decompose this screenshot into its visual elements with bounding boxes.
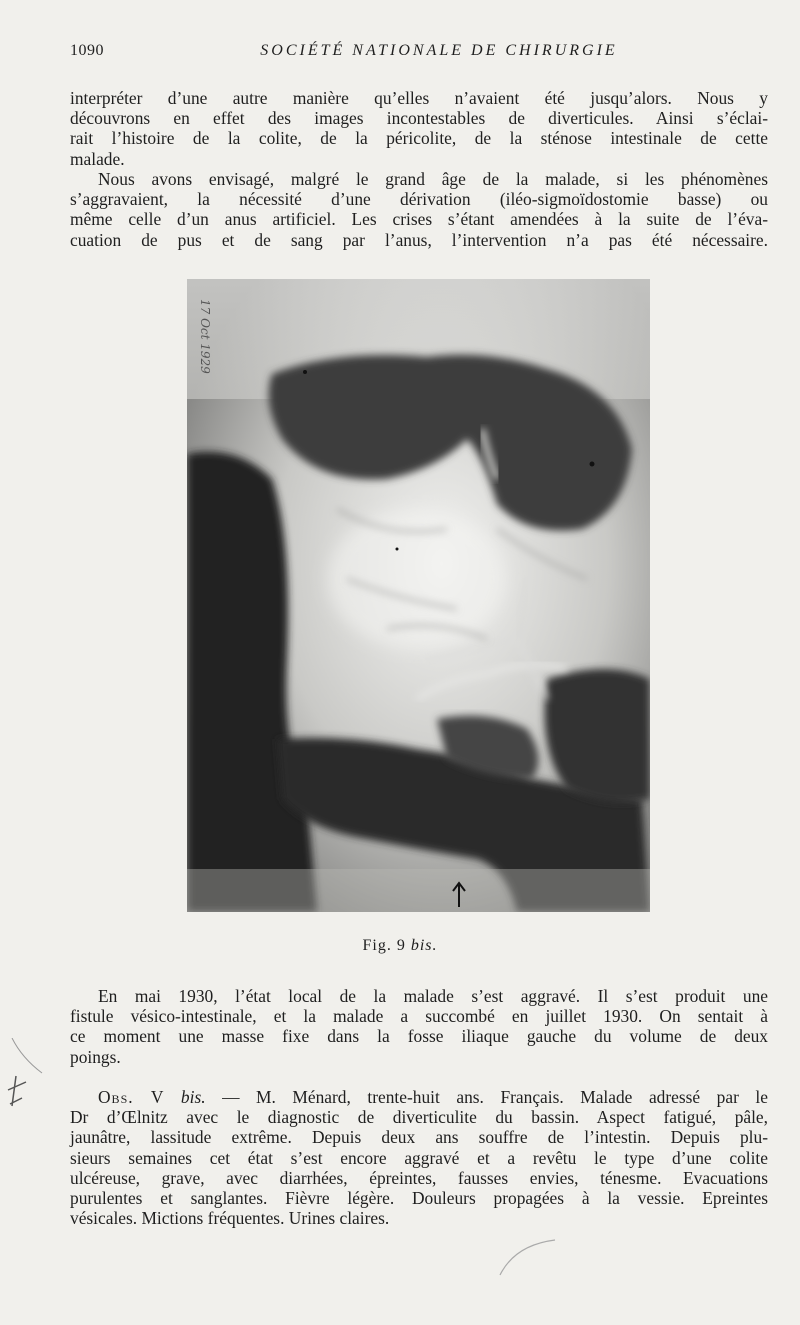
xray-figure — [187, 279, 650, 912]
caption-suffix: bis. — [410, 937, 438, 954]
text-line: ulcéreuse, grave, avec diarrhées, épreintes, fausses envies, ténesme. Evacuations — [70, 1167, 768, 1188]
text-line: même celle d’un anus artificiel. Les crises s’étant amendées à la suite de l’éva- — [70, 209, 768, 230]
observation-line-rest: — M. Ménard, trente-huit ans. Français. Malade adressé par le — [205, 1087, 768, 1107]
caption-prefix: Fig. 9 — [362, 937, 406, 954]
text-line: fistule vésico-intestinale, et la malade a succombé en juillet 1930. On sentait à — [70, 1006, 768, 1027]
text-line: ce moment une masse fixe dans la fosse iliaque gauche du volume de deux — [70, 1026, 768, 1047]
paragraph-3 — [70, 986, 768, 1067]
text-line: rait l’histoire de la colite, de la péricolite, de la sténose intestinale de cette — [70, 128, 768, 149]
observation-label: Obs. V — [98, 1087, 165, 1107]
text-line: poings. — [70, 1046, 121, 1067]
handwritten-date: 17 Oct 1929 — [198, 299, 212, 374]
text-line: sieurs semaines cet état s’est encore aggravé et a revêtu le type d’une colite — [70, 1147, 768, 1168]
text-line: Dr d’Œlnitz avec le diagnostic de diverticulite du bassin. Aspect fatigué, pâle, — [70, 1107, 768, 1128]
text-line: malade. — [70, 148, 125, 169]
text-line: jaunâtre, lassitude extrême. Depuis deux ans souffre de l’intestin. Depuis plu- — [70, 1127, 768, 1148]
figure-caption — [0, 937, 800, 955]
paragraph-1 — [70, 88, 768, 169]
text-line: s’aggravaient, la nécessité d’une dérivation (iléo-sigmoïdostomie basse) ou — [70, 189, 768, 210]
page-header — [70, 42, 768, 64]
xray-image — [187, 279, 650, 912]
margin-pencil-mark — [2, 1038, 52, 1118]
text-line: purulentes et sanglantes. Fièvre légère. Douleurs propagées à la vessie. Epreintes — [70, 1188, 768, 1209]
observation-paragraph — [70, 1087, 768, 1228]
paragraph-2 — [70, 169, 768, 250]
text-line: Nous avons envisagé, malgré le grand âge de la malade, si les phénomènes — [98, 169, 768, 189]
observation-label-italic: bis. — [180, 1087, 206, 1107]
observation-first-line — [70, 1087, 768, 1107]
text-line: interpréter d’une autre manière qu’elles n’avaient été jusqu’alors. Nous y — [70, 88, 768, 108]
running-title: SOCIÉTÉ NATIONALE DE CHIRURGIE — [260, 42, 618, 59]
text-line: En mai 1930, l’état local de la malade s’est aggravé. Il s’est produit une — [98, 986, 768, 1006]
page-number: 1090 — [70, 42, 104, 59]
text-line: vésicales. Mictions fréquentes. Urines claires. — [70, 1208, 390, 1229]
text-line: découvrons en effet des images incontestables de diverticules. Ainsi s’éclai- — [70, 108, 768, 129]
pen-stroke-mark — [495, 1230, 575, 1280]
text-line: cuation de pus et de sang par l’anus, l’intervention n’a pas été nécessaire. — [70, 229, 768, 250]
